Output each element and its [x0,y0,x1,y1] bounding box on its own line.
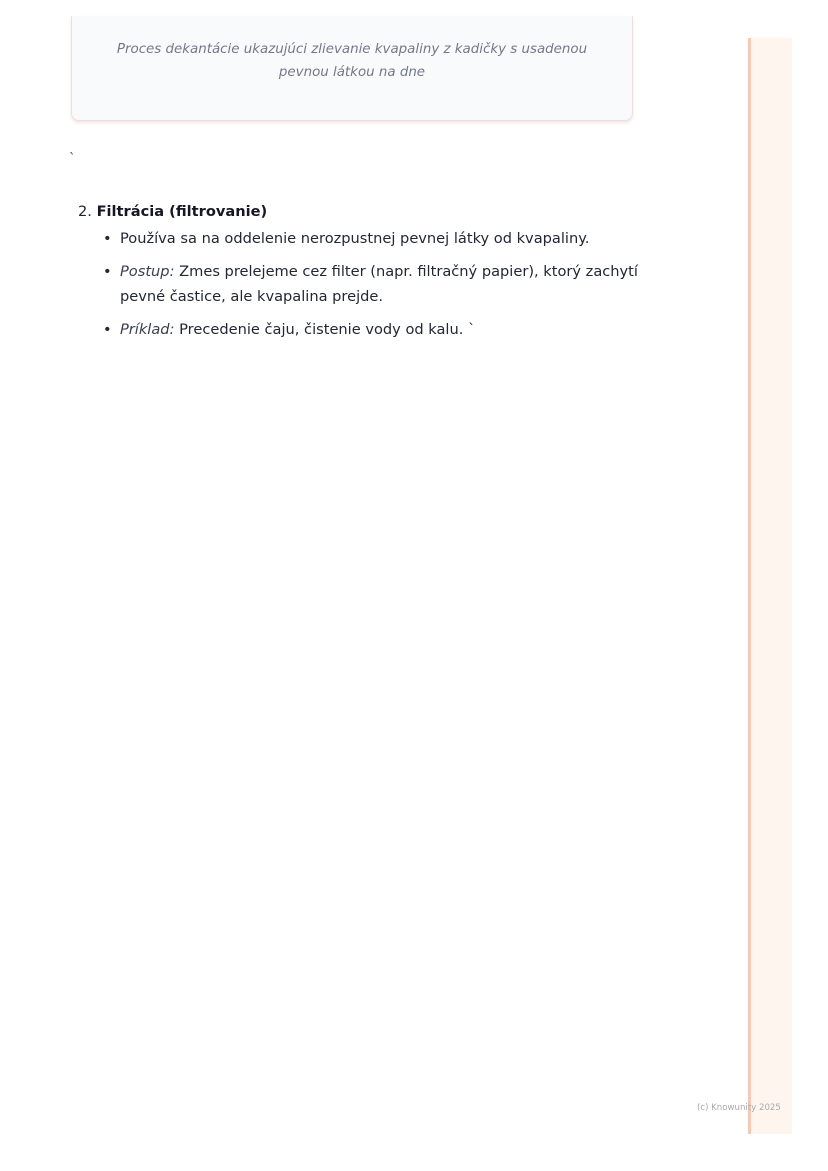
page-side-strip-line [748,38,751,1134]
list-item-label: Príklad: [120,321,175,338]
bullet-dot: • [103,321,112,338]
page-side-strip [748,38,792,1134]
list-item [78,226,638,251]
stray-backtick: ` [69,152,76,167]
bullet-list [78,226,638,342]
list-item-text: Používa sa na oddelenie nerozpustnej pevnej látky od kvapaliny. [120,230,590,247]
list-item-label: Postup: [120,263,175,280]
figure-caption: Proces dekantácie ukazujúci zlievanie kvapaliny z kadičky s usadenou pevnou látkou na dne [116,42,588,80]
bullet-dot: • [103,230,112,247]
bullet-dot: • [103,263,112,280]
list-item [78,259,638,309]
section-title: Filtrácia (filtrovanie) [96,203,268,220]
section-number: 2. [78,203,92,220]
list-item [78,317,638,342]
filtration-section [78,200,638,350]
list-item-text: Zmes prelejeme cez filter (napr. filtračný papier), ktorý zachytí pevné častice, ale kvapalina prejde. [120,263,638,305]
section-heading [78,200,638,224]
footer-copyright: (c) Knowunity 2025 [697,1103,781,1113]
list-item-text: Precedenie čaju, čistenie vody od kalu. ` [179,321,476,338]
